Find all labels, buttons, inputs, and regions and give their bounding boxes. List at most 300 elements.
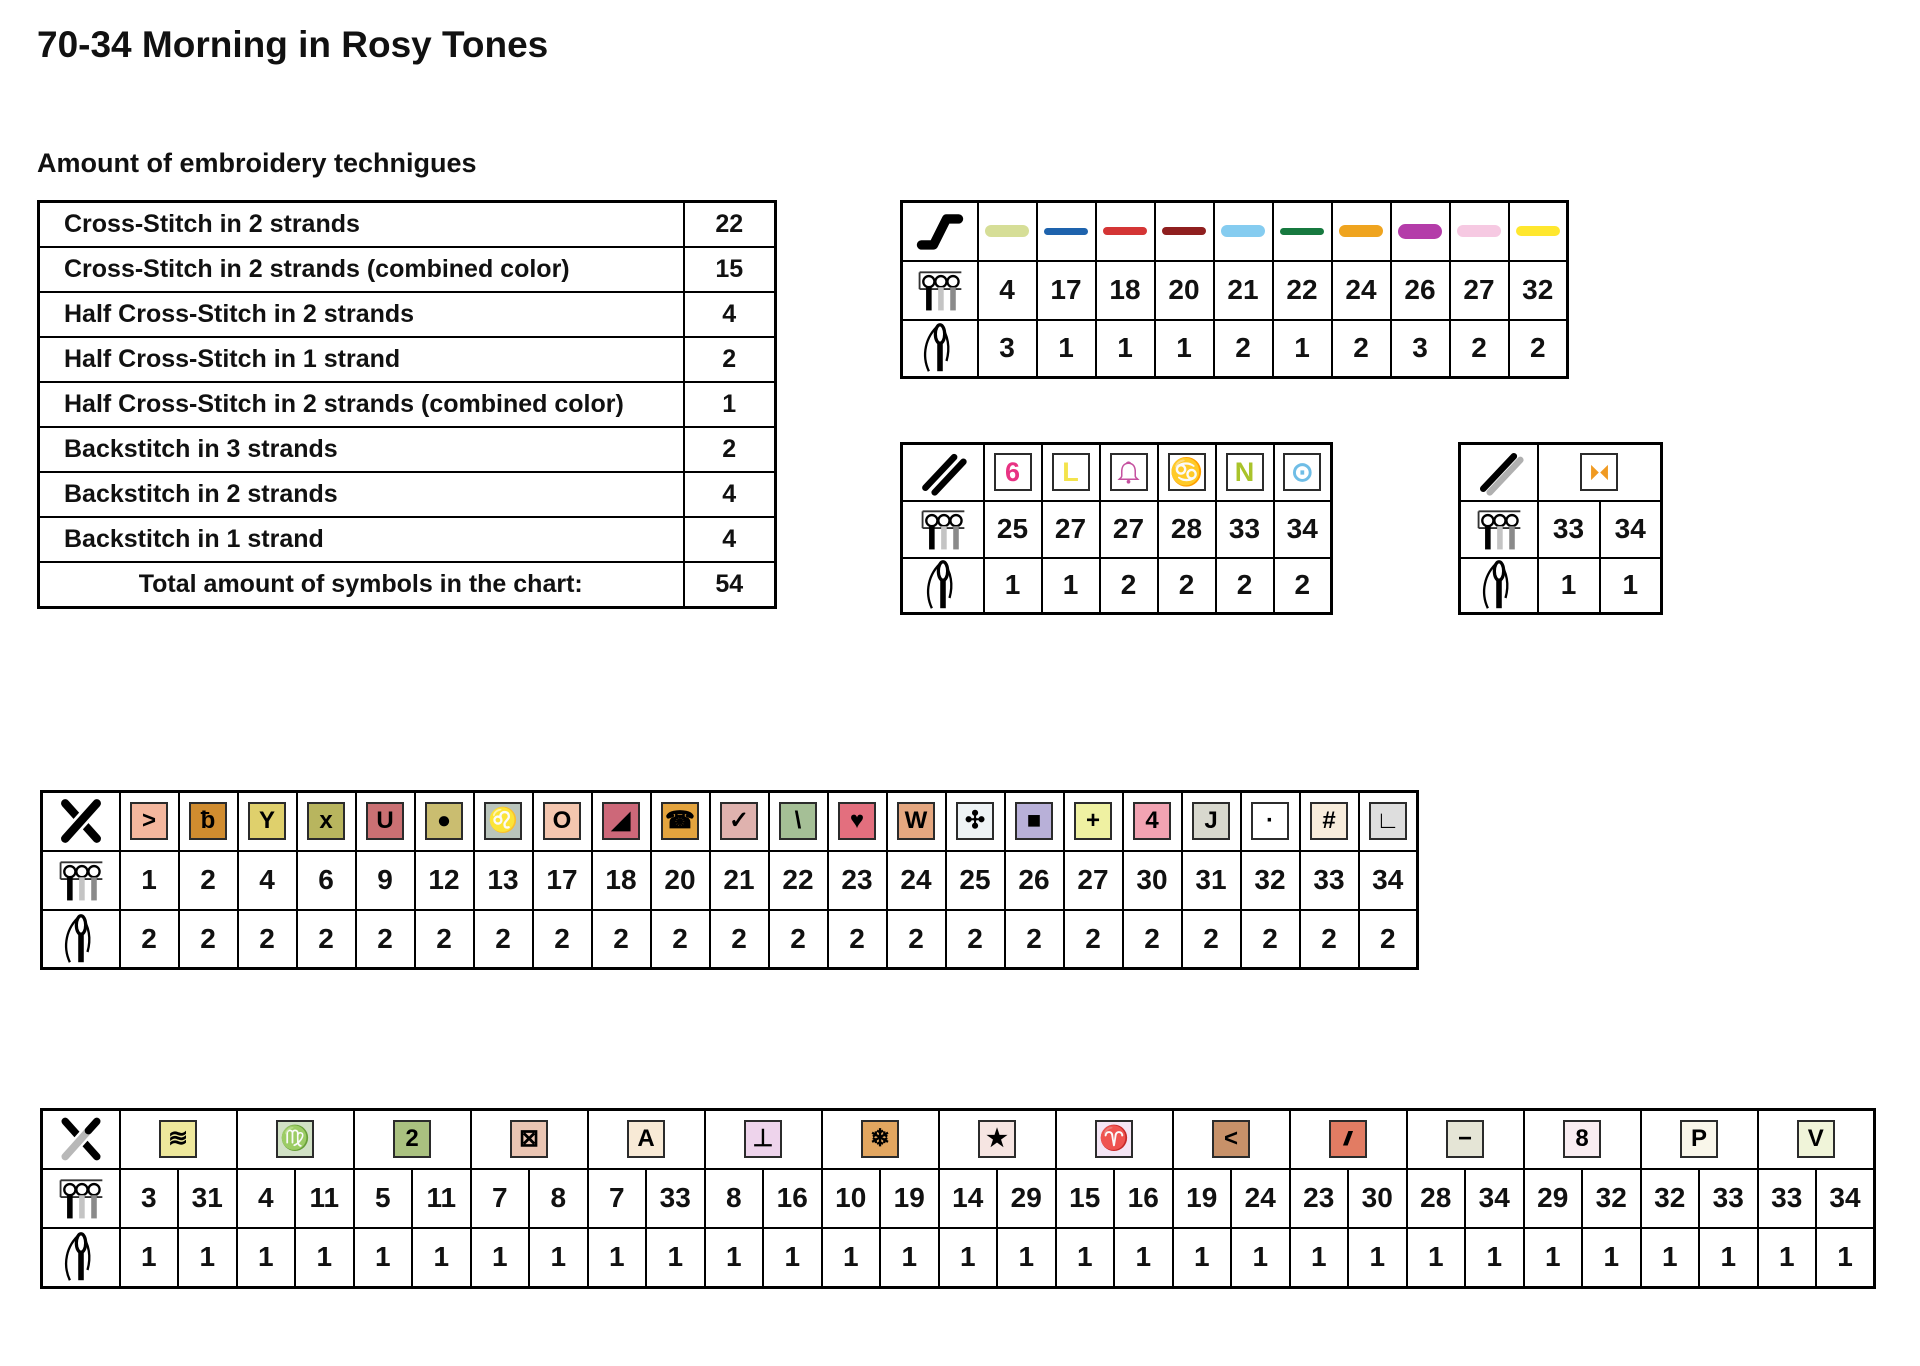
symbol-cell: [1391, 202, 1450, 261]
color-number-cell: 28: [1158, 501, 1216, 558]
strands-cell: 1: [529, 1228, 588, 1288]
color-number-cell: 4: [238, 851, 297, 910]
symbol-box: [1283, 453, 1321, 491]
color-number-cell: 29: [1524, 1169, 1583, 1228]
strands-cell: 2: [238, 910, 297, 969]
strands-cell: 1: [412, 1228, 471, 1288]
needle-icon: [1461, 559, 1537, 611]
technique-row: [39, 427, 776, 472]
strands-cell: 1: [1538, 558, 1600, 614]
symbol-cell: [1100, 444, 1158, 501]
backstitch-color-line: [985, 225, 1029, 237]
symbol-cell: [705, 1110, 822, 1169]
backstitch-line-icon: [903, 205, 977, 257]
color-number-cell: 16: [763, 1169, 822, 1228]
stitch-type-cell: [902, 444, 984, 501]
symbol-cell: [1158, 444, 1216, 501]
color-number-cell: 33: [646, 1169, 705, 1228]
symbol-cell: [1123, 792, 1182, 851]
symbol-glyph: ♌: [488, 807, 518, 835]
color-number-cell: 34: [1816, 1169, 1875, 1228]
technique-row: [39, 382, 776, 427]
strands-row-header: [42, 1228, 120, 1288]
symbol-box: [248, 802, 286, 840]
technique-label: Backstitch in 3 strands: [39, 427, 684, 472]
strands-cell: 2: [179, 910, 238, 969]
symbol-glyph: 6: [1004, 456, 1021, 487]
color-number-cell: 19: [1173, 1169, 1232, 1228]
strands-cell: 2: [828, 910, 887, 969]
technique-row: [39, 517, 776, 562]
symbol-cell: [984, 444, 1042, 501]
symbol-glyph: ⊥: [752, 1125, 774, 1153]
symbol-box: [861, 1120, 899, 1158]
symbol-box: [897, 802, 935, 840]
symbol-glyph: ≋: [167, 1125, 189, 1153]
technique-value: 2: [684, 337, 776, 382]
color-number-cell: 22: [1273, 261, 1332, 320]
color-number-cell: 27: [1042, 501, 1100, 558]
color-number-cell: 18: [1096, 261, 1155, 320]
strands-cell: 2: [1241, 910, 1300, 969]
symbol-box: [1329, 1120, 1367, 1158]
strands-cell: 1: [1465, 1228, 1524, 1288]
symbol-box: [1052, 453, 1090, 491]
symbol-box: [1168, 453, 1206, 491]
strands-cell: 1: [1096, 320, 1155, 378]
color-number-cell: 4: [237, 1169, 296, 1228]
symbol-box: [1074, 802, 1112, 840]
threads-icon: [43, 1172, 119, 1224]
color-number-cell: 27: [1064, 851, 1123, 910]
symbol-cell: [1273, 202, 1332, 261]
symbol-box: [543, 802, 581, 840]
symbol-cell: [1290, 1110, 1407, 1169]
symbol-cell: [1509, 202, 1568, 261]
halfcross-combined-table: [1458, 442, 1663, 615]
color-number-cell: 32: [1641, 1169, 1700, 1228]
strands-cell: 1: [1348, 1228, 1407, 1288]
section-title: Amount of embroidery technigues: [37, 148, 477, 178]
page-title: 70-34 Morning in Rosy Tones: [37, 24, 549, 65]
strands-cell: 1: [1524, 1228, 1583, 1288]
symbol-cell: [237, 1110, 354, 1169]
strands-row-header: [902, 558, 984, 614]
stitch-type-cell: [902, 202, 978, 261]
backstitch-color-line: [1457, 225, 1501, 237]
symbol-box: [484, 802, 522, 840]
color-number-cell: 23: [828, 851, 887, 910]
symbol-cell: [1042, 444, 1100, 501]
strands-cell: 2: [1300, 910, 1359, 969]
strands-cell: 2: [1216, 558, 1274, 614]
strands-cell: 2: [887, 910, 946, 969]
symbol-glyph: O: [552, 807, 572, 835]
symbol-cell: [1758, 1110, 1875, 1169]
strands-cell: 1: [1758, 1228, 1817, 1288]
technique-label: Half Cross-Stitch in 2 strands: [39, 292, 684, 337]
strands-cell: 1: [1407, 1228, 1466, 1288]
strands-cell: 1: [1816, 1228, 1875, 1288]
symbol-glyph: A: [637, 1125, 655, 1153]
symbol-glyph: ☎: [665, 807, 695, 835]
symbol-box: [1580, 453, 1618, 491]
symbol-cell: [415, 792, 474, 851]
color-number-cell: 2: [179, 851, 238, 910]
symbol-cell: [1641, 1110, 1758, 1169]
backstitch-legend-container: [900, 200, 1569, 379]
halfcross-table: [900, 442, 1333, 615]
stitch-type-cell: [42, 1110, 120, 1169]
strands-cell: 2: [1214, 320, 1273, 378]
symbol-cell: [1155, 202, 1214, 261]
symbol-box: [661, 802, 699, 840]
symbol-glyph: x: [319, 807, 333, 835]
symbol-box: [307, 802, 345, 840]
symbol-glyph: ///: [1343, 1128, 1348, 1150]
symbol-cell: [1214, 202, 1273, 261]
symbol-cell: [1538, 444, 1662, 501]
symbol-cell: [592, 792, 651, 851]
strands-cell: 1: [237, 1228, 296, 1288]
symbol-cell: [939, 1110, 1056, 1169]
technique-row: [39, 337, 776, 382]
symbol-glyph: ●: [436, 807, 452, 835]
threads-icon: [903, 503, 983, 555]
color-number-cell: 32: [1582, 1169, 1641, 1228]
color-number-cell: 24: [1332, 261, 1391, 320]
symbol-cell: [1524, 1110, 1641, 1169]
backstitch-table: [900, 200, 1569, 379]
strands-row-header: [1460, 558, 1538, 614]
strands-cell: 2: [946, 910, 1005, 969]
strands-cell: 1: [1273, 320, 1332, 378]
symbol-box: [366, 802, 404, 840]
backstitch-color-line: [1044, 228, 1088, 235]
color-number-row-header: [902, 261, 978, 320]
strands-cell: 2: [533, 910, 592, 969]
symbol-box: [1563, 1120, 1601, 1158]
technique-row: [39, 202, 776, 248]
color-number-cell: 33: [1758, 1169, 1817, 1228]
threads-icon: [43, 854, 119, 906]
technique-value: 4: [684, 292, 776, 337]
symbol-cell: [179, 792, 238, 851]
technique-label: Cross-Stitch in 2 strands: [39, 202, 684, 248]
symbol-box: [956, 802, 994, 840]
strands-cell: 1: [997, 1228, 1056, 1288]
technique-label: Half Cross-Stitch in 1 strand: [39, 337, 684, 382]
strands-cell: 1: [471, 1228, 530, 1288]
color-number-cell: 7: [588, 1169, 647, 1228]
symbol-box: [189, 802, 227, 840]
color-number-cell: 33: [1699, 1169, 1758, 1228]
symbol-cell: [1173, 1110, 1290, 1169]
symbol-cell: [1096, 202, 1155, 261]
symbol-glyph: ·: [1266, 807, 1274, 835]
strands-cell: 3: [978, 320, 1037, 378]
symbol-box: [1192, 802, 1230, 840]
technique-value: 15: [684, 247, 776, 292]
color-number-cell: 34: [1465, 1169, 1524, 1228]
symbol-box: [1110, 453, 1148, 491]
symbol-glyph: ♋: [1169, 456, 1204, 487]
symbol-glyph: +: [1085, 807, 1100, 835]
strands-cell: 1: [1641, 1228, 1700, 1288]
symbol-cell: [533, 792, 592, 851]
strands-cell: 1: [1582, 1228, 1641, 1288]
symbol-glyph: U: [376, 807, 394, 835]
color-number-cell: 10: [822, 1169, 881, 1228]
symbol-box: [276, 1120, 314, 1158]
color-number-cell: 11: [412, 1169, 471, 1228]
strands-cell: 1: [1037, 320, 1096, 378]
backstitch-color-line: [1103, 227, 1147, 235]
strands-cell: 2: [1005, 910, 1064, 969]
symbol-glyph: W: [904, 807, 928, 835]
strands-cell: 2: [415, 910, 474, 969]
symbol-box: [130, 802, 168, 840]
technique-row: [39, 562, 776, 608]
symbol-cell: [1064, 792, 1123, 851]
symbol-cell: [1407, 1110, 1524, 1169]
bell-symbol: [1115, 459, 1142, 486]
symbol-box: [602, 802, 640, 840]
symbol-box: [978, 1120, 1016, 1158]
symbol-cell: [1274, 444, 1332, 501]
symbol-glyph: ƀ: [200, 807, 216, 835]
color-number-cell: 5: [354, 1169, 413, 1228]
cross-combined-table: [40, 1108, 1876, 1289]
symbol-cell: [1332, 202, 1391, 261]
symbol-cell: [471, 1110, 588, 1169]
color-number-cell: 25: [984, 501, 1042, 558]
color-number-cell: 33: [1216, 501, 1274, 558]
symbol-glyph: 8: [1575, 1125, 1589, 1153]
symbol-box: [1797, 1120, 1835, 1158]
strands-cell: 2: [1450, 320, 1509, 378]
cross-combined-icon: [43, 1113, 119, 1165]
color-number-cell: 20: [1155, 261, 1214, 320]
symbol-glyph: ♥: [849, 807, 865, 835]
technique-row: [39, 292, 776, 337]
color-number-cell: 9: [356, 851, 415, 910]
symbol-glyph: P: [1690, 1125, 1707, 1153]
symbol-box: [779, 802, 817, 840]
symbol-cell: [769, 792, 828, 851]
symbol-glyph: 4: [1145, 807, 1159, 835]
symbol-cell: [474, 792, 533, 851]
strands-cell: 2: [710, 910, 769, 969]
color-number-cell: 33: [1538, 501, 1600, 558]
symbol-cell: [828, 792, 887, 851]
backstitch-color-line: [1398, 224, 1442, 239]
backstitch-color-line: [1162, 227, 1206, 235]
cross-stitch-combined-legend-container: [40, 1108, 1876, 1289]
symbol-cell: [1056, 1110, 1173, 1169]
symbol-box: [838, 802, 876, 840]
color-number-cell: 4: [978, 261, 1037, 320]
strands-cell: 1: [1699, 1228, 1758, 1288]
color-number-cell: 32: [1241, 851, 1300, 910]
technique-value: 4: [684, 517, 776, 562]
symbol-box: [994, 453, 1032, 491]
color-number-cell: 25: [946, 851, 1005, 910]
symbol-glyph: <: [1223, 1125, 1238, 1153]
symbol-box: [1680, 1120, 1718, 1158]
strands-cell: 1: [295, 1228, 354, 1288]
color-number-cell: 22: [769, 851, 828, 910]
color-number-cell: 6: [297, 851, 356, 910]
technique-label: Total amount of symbols in the chart:: [39, 562, 684, 608]
symbol-glyph: J: [1204, 807, 1218, 835]
symbol-cell: [1182, 792, 1241, 851]
color-number-cell: 27: [1450, 261, 1509, 320]
strands-cell: 1: [646, 1228, 705, 1288]
color-number-cell: 21: [1214, 261, 1273, 320]
color-number-cell: 21: [710, 851, 769, 910]
strands-cell: 1: [1114, 1228, 1173, 1288]
symbol-cell: [887, 792, 946, 851]
symbol-cell: [1005, 792, 1064, 851]
strands-cell: 1: [1042, 558, 1100, 614]
symbol-cell: [1359, 792, 1418, 851]
strands-cell: 2: [474, 910, 533, 969]
strands-cell: 1: [1173, 1228, 1232, 1288]
bowtie-symbol: [1586, 459, 1613, 486]
stitch-type-cell: [42, 792, 120, 851]
symbol-glyph: Y: [258, 807, 275, 835]
color-number-cell: 7: [471, 1169, 530, 1228]
color-number-cell: 19: [880, 1169, 939, 1228]
color-number-cell: 34: [1359, 851, 1418, 910]
cross-table: [40, 790, 1419, 970]
technique-value: 22: [684, 202, 776, 248]
color-number-row-header: [902, 501, 984, 558]
half-cross-combined-icon: [1461, 446, 1537, 498]
symbol-cell: [238, 792, 297, 851]
color-number-cell: 34: [1600, 501, 1662, 558]
needle-icon: [903, 559, 983, 611]
strands-cell: 1: [1155, 320, 1214, 378]
strands-cell: 2: [1359, 910, 1418, 969]
symbol-glyph: ★: [986, 1125, 1008, 1153]
strands-cell: 2: [1274, 558, 1332, 614]
color-number-cell: 1: [120, 851, 179, 910]
needle-icon: [43, 1231, 119, 1283]
color-number-cell: 15: [1056, 1169, 1115, 1228]
technique-label: Backstitch in 2 strands: [39, 472, 684, 517]
symbol-glyph: >: [141, 807, 156, 835]
color-number-cell: 17: [533, 851, 592, 910]
backstitch-color-line: [1221, 225, 1265, 237]
color-number-cell: 24: [1231, 1169, 1290, 1228]
needle-icon: [903, 322, 977, 374]
strands-cell: 2: [1182, 910, 1241, 969]
strands-cell: 2: [1064, 910, 1123, 969]
half-cross-legend-container: [900, 442, 1333, 615]
color-number-cell: 23: [1290, 1169, 1349, 1228]
color-number-cell: 26: [1005, 851, 1064, 910]
color-number-cell: 24: [887, 851, 946, 910]
symbol-glyph: ✓: [728, 807, 750, 835]
color-number-cell: 32: [1509, 261, 1568, 320]
techniques-table-container: [37, 200, 777, 609]
strands-cell: 2: [120, 910, 179, 969]
technique-row: [39, 247, 776, 292]
technique-row: [39, 472, 776, 517]
color-number-cell: 16: [1114, 1169, 1173, 1228]
symbol-cell: [588, 1110, 705, 1169]
color-number-cell: 13: [474, 851, 533, 910]
symbol-glyph: ⊙: [1290, 456, 1314, 487]
symbol-box: [744, 1120, 782, 1158]
threads-icon: [903, 264, 977, 316]
symbol-glyph: ⊠: [518, 1125, 540, 1153]
strands-row-header: [902, 320, 978, 378]
color-number-cell: 33: [1300, 851, 1359, 910]
color-number-cell: 31: [1182, 851, 1241, 910]
color-number-cell: 18: [592, 851, 651, 910]
symbol-glyph: ♈: [1099, 1125, 1129, 1153]
color-number-cell: 29: [997, 1169, 1056, 1228]
cross-stitch-legend-container: [40, 790, 1419, 970]
symbol-box: [159, 1120, 197, 1158]
symbol-cell: [354, 1110, 471, 1169]
threads-icon: [1461, 503, 1537, 555]
technique-label: Backstitch in 1 strand: [39, 517, 684, 562]
half-cross-combined-legend-container: [1458, 442, 1663, 615]
strands-cell: 1: [354, 1228, 413, 1288]
technique-value: 4: [684, 472, 776, 517]
symbol-cell: [822, 1110, 939, 1169]
technique-value: 1: [684, 382, 776, 427]
symbol-box: [1133, 802, 1171, 840]
color-number-cell: 14: [939, 1169, 998, 1228]
symbol-cell: [1300, 792, 1359, 851]
symbol-cell: [946, 792, 1005, 851]
symbol-glyph: N: [1234, 456, 1255, 487]
symbol-glyph: −: [1457, 1125, 1472, 1153]
symbol-cell: [1241, 792, 1300, 851]
color-number-cell: 28: [1407, 1169, 1466, 1228]
strands-row-header: [42, 910, 120, 969]
symbol-box: [720, 802, 758, 840]
symbol-cell: [1216, 444, 1274, 501]
symbol-box: [627, 1120, 665, 1158]
symbol-cell: [1037, 202, 1096, 261]
strands-cell: 1: [705, 1228, 764, 1288]
strands-cell: 2: [1332, 320, 1391, 378]
backstitch-color-line: [1516, 226, 1560, 236]
strands-cell: 1: [120, 1228, 179, 1288]
strands-cell: 1: [939, 1228, 998, 1288]
strands-cell: 2: [356, 910, 415, 969]
strands-cell: 1: [588, 1228, 647, 1288]
symbol-cell: [297, 792, 356, 851]
symbol-glyph: L: [1062, 456, 1079, 487]
strands-cell: 1: [178, 1228, 237, 1288]
strands-cell: 1: [1290, 1228, 1349, 1288]
strands-cell: 2: [769, 910, 828, 969]
color-number-row-header: [42, 851, 120, 910]
symbol-glyph: V: [1807, 1125, 1824, 1153]
color-number-cell: 11: [295, 1169, 354, 1228]
stitch-type-cell: [1460, 444, 1538, 501]
color-number-row-header: [1460, 501, 1538, 558]
color-number-cell: 30: [1123, 851, 1182, 910]
symbol-glyph: ◢: [611, 807, 631, 835]
